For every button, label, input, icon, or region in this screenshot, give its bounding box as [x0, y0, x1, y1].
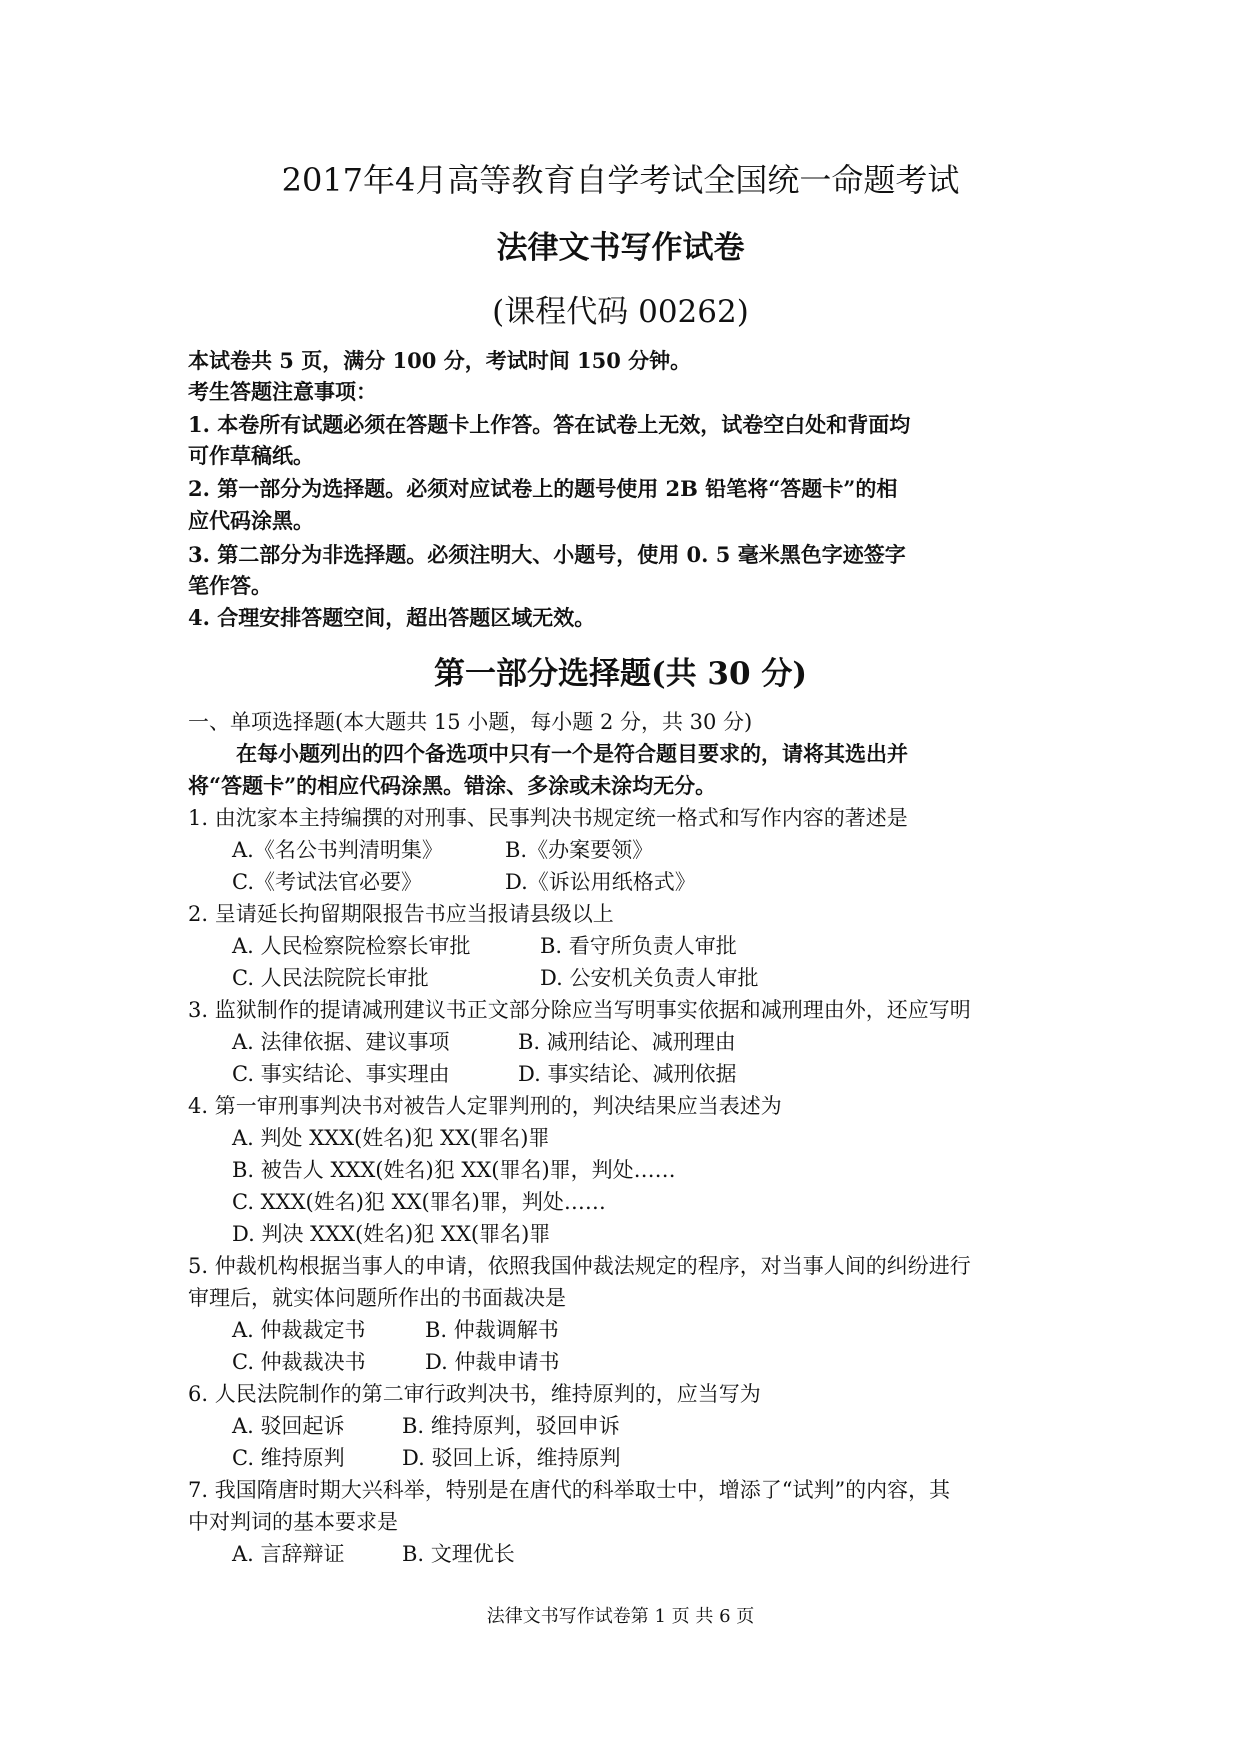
- page-footer: 法律文书写作试卷第 1 页 共 6 页: [486, 1606, 755, 1627]
- paper-title: 法律文书写作试卷: [496, 230, 745, 266]
- question-stem: 6. 人民法院制作的第二审行政判决书，维持原判的，应当写为: [188, 1382, 761, 1406]
- question-stem: 7. 我国隋唐时期大兴科举，特别是在唐代的科举取士中，增添了“试判”的内容，其: [188, 1478, 951, 1502]
- option-d: D. 公安机关负责人审批: [540, 966, 759, 990]
- section-title: 第一部分选择题(共 30 分): [433, 656, 808, 692]
- option-c: C.《考试法官必要》: [232, 870, 422, 894]
- option-a: A. 法律依据、建议事项: [232, 1030, 450, 1054]
- option-c: C. 人民法院院长审批: [232, 966, 429, 990]
- notice-line: 笔作答。: [188, 573, 272, 598]
- option-a: A.《名公书判清明集》: [232, 838, 443, 862]
- option-a: A. 人民检察院检察长审批: [232, 934, 471, 958]
- section-subtitle: 一、单项选择题(本大题共 15 小题，每小题 2 分，共 30 分): [188, 710, 753, 734]
- question-stem: 4. 第一审刑事判决书对被告人定罪判刑的，判决结果应当表述为: [188, 1094, 782, 1118]
- notice-line: 可作草稿纸。: [188, 443, 314, 468]
- notice-line: 应代码涂黑。: [188, 508, 314, 533]
- option-d: D. 判决 XXX(姓名)犯 XX(罪名)罪: [232, 1222, 551, 1246]
- option-c: C. 仲裁裁决书: [232, 1350, 366, 1374]
- question-stem: 3. 监狱制作的提请减刑建议书正文部分除应当写明事实依据和减刑理由外，还应写明: [188, 998, 971, 1022]
- exam-summary: 本试卷共 5 页，满分 100 分，考试时间 150 分钟。: [188, 348, 692, 373]
- option-d: D. 事实结论、减刑依据: [518, 1062, 737, 1086]
- option-c: C. XXX(姓名)犯 XX(罪名)罪，判处……: [232, 1190, 606, 1214]
- notice-line: 4. 合理安排答题空间，超出答题区域无效。: [188, 605, 596, 630]
- question-stem: 2. 呈请延长拘留期限报告书应当报请县级以上: [188, 902, 614, 926]
- question-stem: 1. 由沈家本主持编撰的对刑事、民事判决书规定统一格式和写作内容的著述是: [188, 806, 908, 830]
- option-a: A. 驳回起诉: [232, 1414, 345, 1438]
- notice-title: 考生答题注意事项：: [188, 379, 377, 404]
- option-a: A. 判处 XXX(姓名)犯 XX(罪名)罪: [232, 1126, 550, 1150]
- question-stem: 审理后，就实体问题所作出的书面裁决是: [188, 1286, 566, 1310]
- option-b: B. 维持原判，驳回申诉: [402, 1414, 620, 1438]
- exam-title: 2017年4月高等教育自学考试全国统一命题考试: [281, 161, 960, 199]
- notice-line: 2. 第一部分为选择题。必须对应试卷上的题号使用 2B 铅笔将“答题卡”的相: [188, 476, 898, 501]
- option-d: D. 驳回上诉，维持原判: [402, 1446, 621, 1470]
- question-stem: 5. 仲裁机构根据当事人的申请，依照我国仲裁法规定的程序，对当事人间的纠纷进行: [188, 1254, 971, 1278]
- question-stem: 中对判词的基本要求是: [188, 1510, 398, 1534]
- option-a: A. 仲裁裁定书: [232, 1318, 366, 1342]
- option-b: B. 仲裁调解书: [425, 1318, 559, 1342]
- section-directions: 在每小题列出的四个备选项中只有一个是符合题目要求的，请将其选出并: [236, 741, 908, 766]
- option-b: B. 看守所负责人审批: [540, 934, 737, 958]
- option-c: C. 事实结论、事实理由: [232, 1062, 450, 1086]
- course-code: (课程代码 00262): [492, 294, 749, 330]
- notice-line: 1. 本卷所有试题必须在答题卡上作答。答在试卷上无效，试卷空白处和背面均: [188, 412, 911, 437]
- section-directions: 将“答题卡”的相应代码涂黑。错涂、多涂或未涂均无分。: [188, 773, 717, 798]
- option-a: A. 言辞辩证: [232, 1542, 345, 1566]
- option-b: B. 文理优长: [402, 1542, 515, 1566]
- option-b: B. 被告人 XXX(姓名)犯 XX(罪名)罪，判处……: [232, 1158, 676, 1182]
- option-b: B.《办案要领》: [505, 838, 654, 862]
- option-c: C. 维持原判: [232, 1446, 345, 1470]
- notice-line: 3. 第二部分为非选择题。必须注明大、小题号，使用 0. 5 毫米黑色字迹签字: [188, 542, 906, 567]
- option-b: B. 减刑结论、减刑理由: [518, 1030, 736, 1054]
- option-d: D. 仲裁申请书: [425, 1350, 560, 1374]
- option-d: D.《诉讼用纸格式》: [505, 870, 696, 894]
